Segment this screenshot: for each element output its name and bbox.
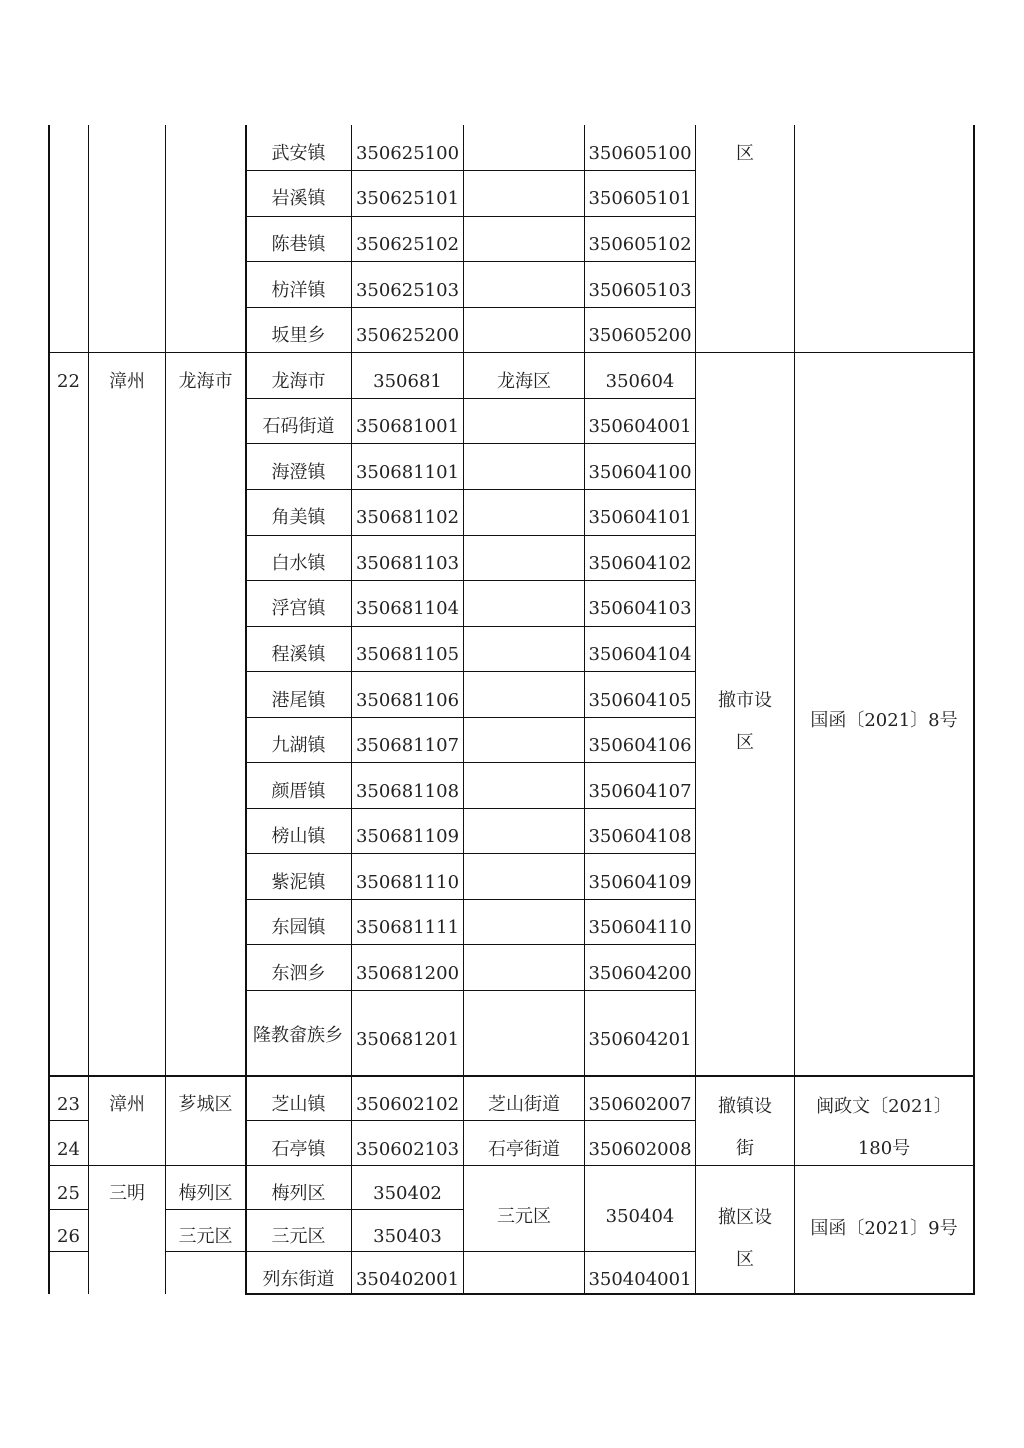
old-code-cell: 350681107	[355, 735, 460, 756]
old-code-cell: 350681102	[355, 507, 460, 528]
new-code-cell: 350604104	[588, 644, 692, 665]
old-code-cell: 350681110	[355, 872, 460, 893]
old-code-cell: 350625103	[355, 280, 460, 301]
new-code-cell: 350605103	[588, 280, 692, 301]
town-name-cell: 颜厝镇	[271, 781, 326, 802]
county-cell: 三元区	[178, 1226, 233, 1247]
new-code-cell: 350404001	[588, 1269, 692, 1290]
town-name-cell: 芝山镇	[271, 1094, 326, 1115]
new-code-cell: 350605102	[588, 234, 692, 255]
county-cell: 龙海市	[178, 371, 233, 392]
old-code-cell: 350681200	[355, 963, 460, 984]
row-number-cell: 22	[57, 371, 80, 392]
approval-doc-cell: 国函〔2021〕8号	[810, 710, 958, 731]
town-name-cell: 三元区	[271, 1226, 326, 1247]
new-code-cell: 350602008	[588, 1139, 692, 1160]
new-code-cell: 350605101	[588, 188, 692, 209]
row-number-cell: 25	[57, 1183, 80, 1204]
town-name-cell: 东园镇	[271, 917, 326, 938]
town-name-cell: 石亭镇	[271, 1139, 326, 1160]
new-name-cell: 石亭街道	[488, 1139, 560, 1160]
new-code-cell: 350604106	[588, 735, 692, 756]
old-code-cell: 350402	[373, 1183, 442, 1204]
town-name-cell: 岩溪镇	[271, 188, 326, 209]
town-name-cell: 角美镇	[271, 507, 326, 528]
old-code-cell: 350602103	[355, 1139, 460, 1160]
old-code-cell: 350403	[373, 1226, 442, 1247]
change-type-cell: 撤镇设街	[718, 1096, 772, 1159]
row-number-cell: 26	[57, 1226, 80, 1247]
new-code-cell: 350605200	[588, 325, 692, 346]
new-code-cell: 350604108	[588, 826, 692, 847]
town-name-cell: 白水镇	[271, 553, 326, 574]
new-code-cell: 350602007	[588, 1094, 692, 1115]
new-name-cell: 龙海区	[497, 371, 551, 392]
new-code-cell: 350604105	[588, 690, 692, 711]
old-code-cell: 350681101	[355, 462, 460, 483]
county-cell: 芗城区	[178, 1094, 233, 1115]
new-code-cell: 350604001	[588, 416, 692, 437]
change-type-cell: 撤区设区	[718, 1207, 772, 1270]
block-divider	[48, 352, 975, 353]
town-name-cell: 梅列区	[271, 1183, 326, 1204]
change-type-cell: 区	[736, 143, 754, 164]
new-code-cell: 350604100	[588, 462, 692, 483]
column-divider	[695, 125, 696, 1294]
old-code-cell: 350681109	[355, 826, 460, 847]
new-name-cell: 芝山街道	[488, 1094, 560, 1115]
new-code-cell: 350604	[605, 371, 675, 392]
approval-doc-cell: 闽政文〔2021〕180号	[816, 1096, 952, 1159]
town-name-cell: 隆教畲族乡	[253, 1025, 343, 1046]
town-name-cell: 榜山镇	[271, 826, 326, 847]
town-name-cell: 九湖镇	[271, 735, 326, 756]
town-name-cell: 陈巷镇	[271, 234, 326, 255]
town-name-cell: 港尾镇	[271, 690, 326, 711]
town-name-cell: 东泗乡	[271, 963, 326, 984]
new-code-cell: 350604102	[588, 553, 692, 574]
old-code-cell: 350681103	[355, 553, 460, 574]
old-code-cell: 350625100	[355, 143, 460, 164]
town-name-cell: 枋洋镇	[271, 280, 326, 301]
town-name-cell: 龙海市	[271, 371, 326, 392]
old-code-cell: 350681	[373, 371, 442, 392]
new-code-cell: 350604110	[588, 917, 692, 938]
old-code-cell: 350602102	[355, 1094, 460, 1115]
change-type-cell: 撤市设区	[718, 690, 772, 753]
new-code-cell: 350604107	[588, 781, 692, 802]
new-code-cell: 350604200	[588, 963, 692, 984]
approval-doc-cell: 国函〔2021〕9号	[810, 1218, 958, 1239]
new-name-cell: 三元区	[497, 1206, 551, 1227]
old-code-cell: 350681108	[355, 781, 460, 802]
town-name-cell: 坂里乡	[271, 325, 326, 346]
old-code-cell: 350402001	[355, 1269, 460, 1290]
new-code-cell: 350604101	[588, 507, 692, 528]
town-name-cell: 程溪镇	[271, 644, 326, 665]
town-name-cell: 列东街道	[262, 1269, 335, 1290]
old-code-cell: 350625102	[355, 234, 460, 255]
city-cell: 漳州	[109, 1094, 145, 1115]
row-number-cell: 24	[57, 1139, 80, 1160]
old-code-cell: 350681111	[355, 917, 460, 938]
town-name-cell: 武安镇	[271, 143, 326, 164]
new-code-cell: 350604103	[588, 598, 692, 619]
old-code-cell: 350681106	[355, 690, 460, 711]
new-code-cell: 350404	[605, 1206, 675, 1227]
city-cell: 三明	[109, 1183, 145, 1204]
old-code-cell: 350625101	[355, 188, 460, 209]
block-divider	[48, 1075, 975, 1077]
town-name-cell: 石码街道	[262, 416, 335, 437]
old-code-cell: 350681104	[355, 598, 460, 619]
county-cell: 梅列区	[178, 1183, 233, 1204]
new-code-cell: 350605100	[588, 143, 692, 164]
new-code-cell: 350604201	[588, 1029, 692, 1050]
town-name-cell: 浮宫镇	[271, 598, 326, 619]
town-name-cell: 海澄镇	[271, 462, 326, 483]
old-code-cell: 350625200	[355, 325, 460, 346]
row-number-cell: 23	[57, 1094, 80, 1115]
old-code-cell: 350681105	[355, 644, 460, 665]
old-code-cell: 350681201	[355, 1029, 460, 1050]
town-name-cell: 紫泥镇	[271, 872, 326, 893]
old-code-cell: 350681001	[355, 416, 460, 437]
new-code-cell: 350604109	[588, 872, 692, 893]
city-cell: 漳州	[109, 371, 145, 392]
table-border-right	[973, 125, 975, 1294]
